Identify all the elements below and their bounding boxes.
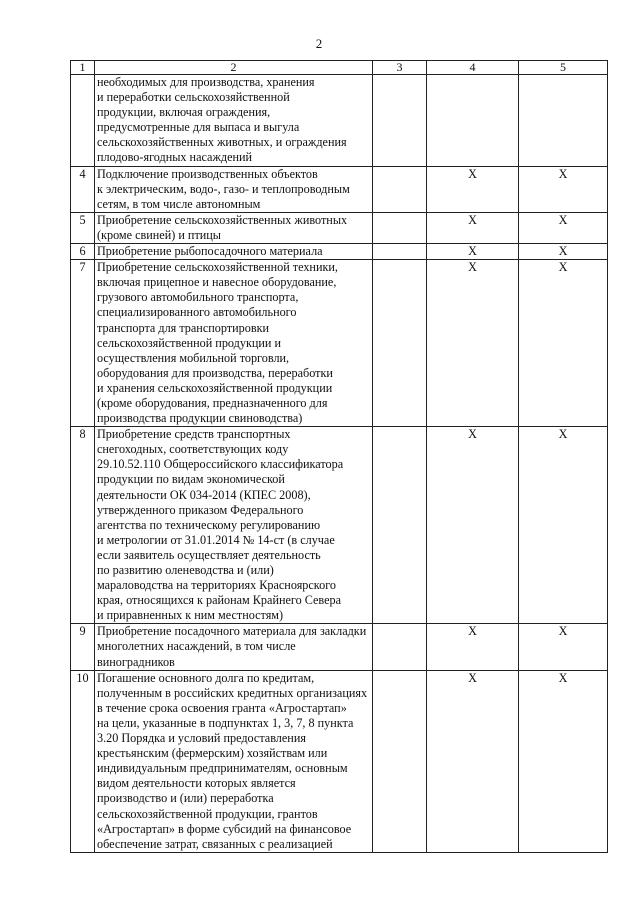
row-number — [71, 75, 95, 167]
column3-cell — [373, 166, 427, 212]
header-cell: 5 — [519, 61, 608, 75]
column5-mark: Х — [519, 166, 608, 212]
table-row — [71, 670, 608, 852]
column5-mark: Х — [519, 244, 608, 260]
table-row — [71, 75, 608, 167]
column4-mark: Х — [427, 244, 519, 260]
column4-mark: Х — [427, 260, 519, 427]
row-number: 10 — [71, 670, 95, 852]
column5-mark: Х — [519, 427, 608, 624]
header-cell: 3 — [373, 61, 427, 75]
column3-cell — [373, 427, 427, 624]
row-description: необходимых для производства, хранения и переработки сельскохозяйственной продукции, включая ограждения, предусмотренные для выпаса и выгула сельскохозяйственных животных, и ограждения плодово-ягодных насаждений — [95, 75, 373, 167]
column4-mark — [427, 75, 519, 167]
row-description: Приобретение сельскохозяйственной техники, включая прицепное и навесное оборудование, грузового автомобильного транспорта, специализированного автомобильного транспорта для транспортировки сельскохозяйственной продукции и осуществления мобильной торговли, оборудования для производства, переработки и хранения сельскохозяйственной продукции (кроме оборудования, предназначенного для производства продукции свиноводства) — [95, 260, 373, 427]
table-row — [71, 427, 608, 624]
page-number: 2 — [315, 36, 323, 51]
row-description: Приобретение рыбопосадочного материала — [95, 244, 373, 260]
column5-mark: Х — [519, 624, 608, 670]
header-cell: 4 — [427, 61, 519, 75]
column3-cell — [373, 624, 427, 670]
row-description: Приобретение сельскохозяйственных животных (кроме свиней) и птицы — [95, 212, 373, 243]
table-row — [71, 624, 608, 670]
column3-cell — [373, 212, 427, 243]
column3-cell — [373, 670, 427, 852]
header-cell: 2 — [95, 61, 373, 75]
column3-cell — [373, 75, 427, 167]
row-description: Подключение производственных объектов к электрическим, водо-, газо- и теплопроводным сетям, в том числе автономным — [95, 166, 373, 212]
row-description: Погашение основного долга по кредитам, полученным в российских кредитных организациях в течение срока освоения гранта «Агростартап» на цели, указанные в подпунктах 1, 3, 7, 8 пункта 3.20 Порядка и условий предоставления крестьянским (фермерским) хозяйствам или индивидуальным предпринимателям, основным видом деятельности которых является производство и (или) переработка сельскохозяйственной продукции, грантов «Агростартап» в форме субсидий на финансовое обеспечение затрат, связанных с реализацией — [95, 670, 373, 852]
column3-cell — [373, 260, 427, 427]
column5-mark: Х — [519, 260, 608, 427]
column5-mark — [519, 75, 608, 167]
table-row — [71, 260, 608, 427]
row-number: 7 — [71, 260, 95, 427]
header-cell: 1 — [71, 61, 95, 75]
row-number: 4 — [71, 166, 95, 212]
row-number: 9 — [71, 624, 95, 670]
row-description: Приобретение средств транспортных снегоходных, соответствующих коду 29.10.52.110 Общероссийского классификатора продукции по видам экономической деятельности ОК 034-2014 (КПЕС 2008), утвержденного приказом Федерального агентства по техническому регулированию и метрологии от 31.01.2014 № 14-ст (в случае если заявитель осуществляет деятельность по развитию оленеводства и (или) мараловодства на территориях Красноярского края, относящихся к районам Крайнего Севера и приравненных к ним местностям) — [95, 427, 373, 624]
column4-mark: Х — [427, 212, 519, 243]
column4-mark: Х — [427, 166, 519, 212]
row-description: Приобретение посадочного материала для закладки многолетних насаждений, в том числе виноградников — [95, 624, 373, 670]
table-row — [71, 244, 608, 260]
column3-cell — [373, 244, 427, 260]
column4-mark: Х — [427, 427, 519, 624]
column4-mark: Х — [427, 624, 519, 670]
row-number: 5 — [71, 212, 95, 243]
table-row — [71, 166, 608, 212]
cost-items-table — [70, 60, 608, 853]
table-header-row — [71, 61, 608, 75]
row-number: 8 — [71, 427, 95, 624]
row-number: 6 — [71, 244, 95, 260]
column5-mark: Х — [519, 212, 608, 243]
column4-mark: Х — [427, 670, 519, 852]
table-row — [71, 212, 608, 243]
column5-mark: Х — [519, 670, 608, 852]
